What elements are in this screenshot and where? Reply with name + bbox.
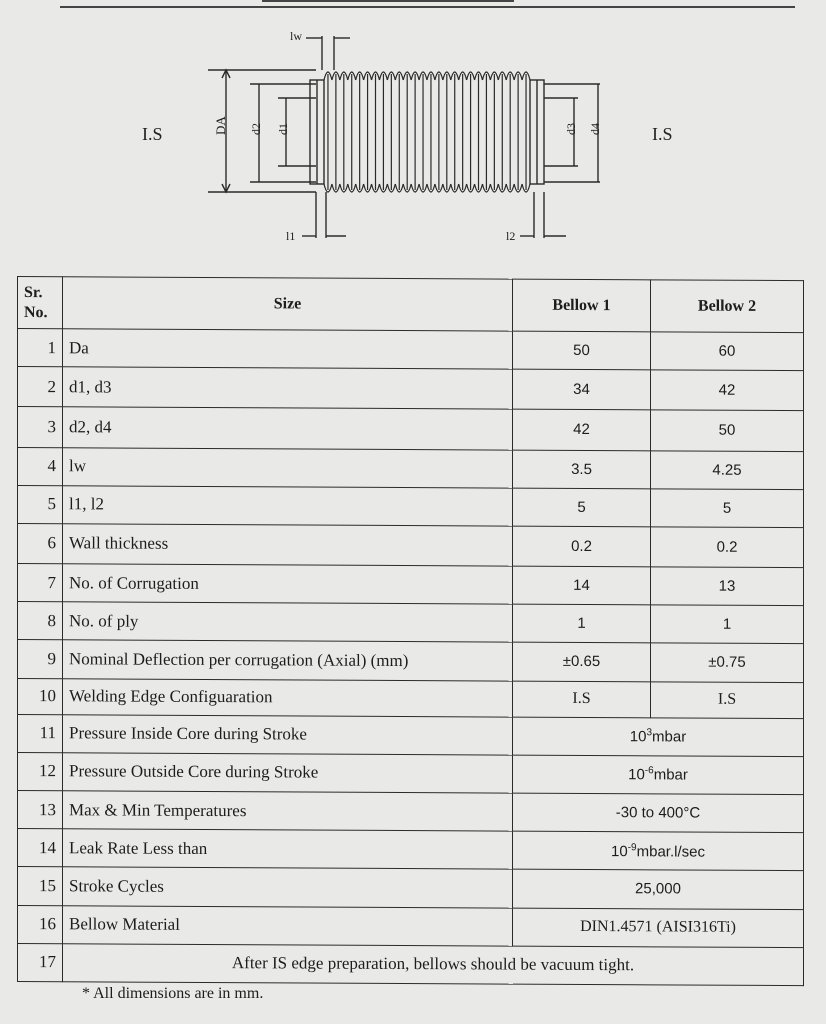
- header-size: Size: [63, 277, 513, 331]
- table-row: [18, 867, 804, 909]
- value-exponent: 3: [646, 727, 653, 739]
- table-row: [18, 485, 804, 527]
- row-number: 16: [18, 905, 63, 943]
- header-bellow-2: Bellow 2: [651, 280, 804, 333]
- row-number: 9: [18, 640, 63, 678]
- row-number: 2: [18, 367, 63, 407]
- bellow-2-value: 4.25: [651, 450, 804, 489]
- row-label: d1, d3: [63, 367, 513, 410]
- combined-value: -30 to 400°C: [513, 793, 804, 833]
- bellow-1-value: 42: [513, 409, 651, 450]
- d1-label: d1: [276, 123, 290, 135]
- bellow-2-value: 42: [651, 370, 804, 411]
- d4-label: d4: [588, 123, 602, 135]
- bellow-drawing: [120, 14, 720, 264]
- bellow-1-value: I.S: [513, 681, 651, 718]
- table-row: [18, 523, 804, 567]
- l1-label: l1: [286, 229, 296, 243]
- value-base: 10: [629, 728, 647, 746]
- combined-value: [513, 717, 804, 757]
- row-label: d2, d4: [63, 407, 513, 450]
- row-label: Da: [63, 329, 513, 370]
- row-number: 12: [18, 752, 63, 790]
- value-unit: mbar: [653, 766, 688, 784]
- bellow-2-value: 60: [651, 332, 804, 371]
- table-row: [18, 407, 804, 451]
- row-number: 3: [18, 407, 63, 447]
- row-number: 8: [18, 602, 63, 640]
- bellow-2-value: 1: [651, 605, 804, 644]
- bellow-2-value: 50: [651, 410, 804, 451]
- bellow-2-value: I.S: [651, 681, 804, 718]
- lw-label: lw: [290, 29, 302, 43]
- d2-label: d2: [249, 123, 263, 135]
- footnote: * All dimensions are in mm.: [82, 985, 264, 1002]
- row-number: 15: [18, 867, 63, 905]
- row-label: No. of ply: [63, 602, 513, 643]
- table-row: [18, 602, 804, 644]
- table-row: [18, 791, 804, 833]
- left-is-label: I.S: [142, 124, 163, 144]
- table-row: [18, 640, 804, 682]
- table-row: [18, 367, 804, 411]
- bellow-1-value: 34: [513, 369, 651, 410]
- spec-table: [17, 276, 804, 986]
- table-row: [18, 447, 804, 489]
- top-edge-line: [262, 0, 514, 2]
- value-exponent: -9: [627, 841, 637, 854]
- row-number: 4: [18, 447, 63, 485]
- page-rule: [60, 6, 795, 8]
- bellow-2-value: 5: [651, 489, 804, 528]
- value-base: 10: [611, 842, 628, 860]
- table-row: [18, 752, 804, 794]
- row-label: lw: [63, 447, 513, 488]
- combined-value: DIN1.4571 (AISI316Ti): [513, 908, 804, 948]
- row-label: Wall thickness: [63, 524, 513, 567]
- bellow-1-value: 0.2: [513, 526, 651, 567]
- bellow-1-value: ±0.65: [513, 642, 651, 681]
- row-label: Pressure Outside Core during Stroke: [63, 753, 513, 794]
- row-label: Max & Min Temperatures: [63, 791, 513, 832]
- bellow-1-value: 5: [513, 488, 651, 527]
- header-row: [18, 277, 804, 333]
- bellow-2-value: ±0.75: [651, 643, 804, 682]
- bellow-1-value: 1: [513, 604, 651, 643]
- row-label: Pressure Inside Core during Stroke: [63, 714, 513, 755]
- table-row: [18, 905, 804, 947]
- table-row: [18, 943, 804, 985]
- row-label: Bellow Material: [63, 905, 513, 946]
- value-base: 10: [628, 766, 645, 784]
- right-is-label: I.S: [652, 124, 673, 144]
- row-number: 6: [18, 523, 63, 563]
- row-label: l1, l2: [63, 485, 513, 526]
- row-label: Nominal Deflection per corrugation (Axial) (mm): [63, 640, 513, 681]
- corrugation-group: [324, 72, 530, 192]
- row-label: No. of Corrugation: [63, 564, 513, 605]
- row-label: Stroke Cycles: [63, 867, 513, 908]
- row-number: 13: [18, 791, 63, 829]
- combined-value: [513, 831, 804, 871]
- value-unit: mbar: [652, 728, 687, 746]
- row-number: 14: [18, 829, 63, 867]
- bellow-1-value: 50: [513, 331, 651, 370]
- row-note: After IS edge preparation, bellows should be vacuum tight.: [63, 943, 804, 985]
- header-bellow-1: Bellow 1: [513, 279, 651, 332]
- bellow-2-value: 13: [651, 567, 804, 606]
- row-number: 17: [18, 943, 63, 982]
- row-number: 11: [18, 714, 63, 752]
- l2-label: l2: [506, 229, 516, 243]
- row-number: 5: [18, 485, 63, 523]
- combined-value: [513, 755, 804, 795]
- row-number: 1: [18, 329, 63, 367]
- da-label: DA: [213, 116, 228, 135]
- spec-table-container: [17, 276, 803, 986]
- bellow-diagram: [120, 14, 720, 264]
- table-row: [18, 564, 804, 606]
- bellow-1-value: 14: [513, 566, 651, 605]
- table-row: [18, 829, 804, 871]
- combined-value: 25,000: [513, 869, 804, 909]
- row-number: 7: [18, 564, 63, 602]
- row-label: Welding Edge Configuaration: [63, 678, 513, 717]
- bellow-1-value: 3.5: [513, 450, 651, 489]
- table-row: [18, 329, 804, 371]
- value-exponent: -6: [644, 765, 654, 777]
- value-unit: mbar.l/sec: [636, 843, 705, 861]
- row-number: 10: [18, 678, 63, 714]
- header-sr-no: Sr. No.: [18, 277, 63, 329]
- table-row: [18, 678, 804, 718]
- d3-label: d3: [564, 123, 578, 135]
- row-label: Leak Rate Less than: [63, 829, 513, 870]
- table-row: [18, 714, 804, 756]
- bellow-2-value: 0.2: [651, 527, 804, 568]
